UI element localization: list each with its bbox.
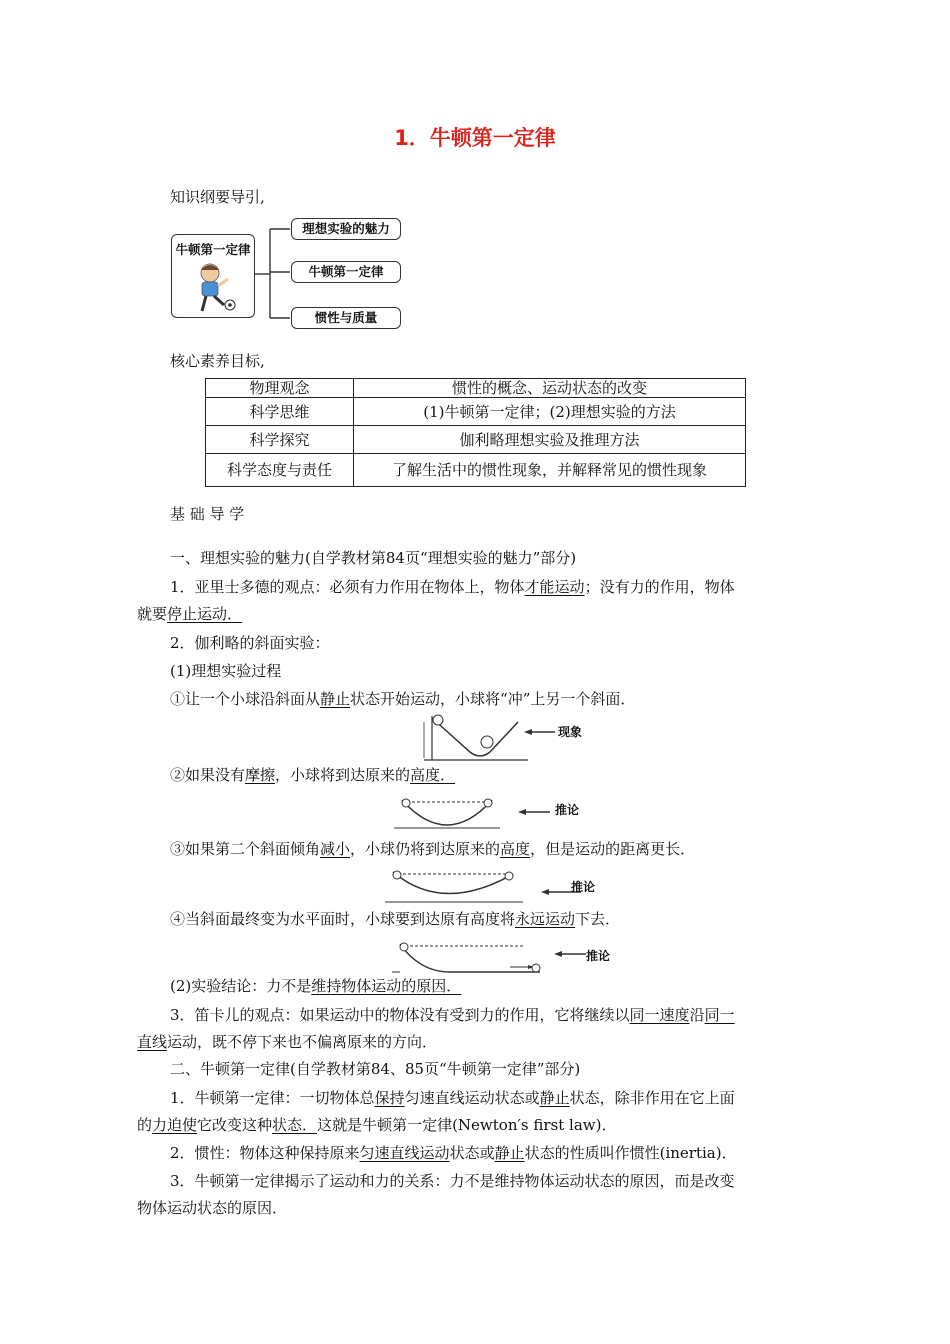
outline-heading: 知识纲要导引,	[170, 188, 265, 206]
s1-step-4: ④当斜面最终变为水平面时，小球要到达原有高度将永远运动下去．	[170, 910, 621, 928]
table-row	[206, 426, 746, 454]
figure-2-tag: 推论	[555, 803, 580, 817]
mindmap-root	[171, 234, 255, 318]
s1-paragraph-2: 2．伽利略的斜面实验：	[170, 634, 330, 652]
s1-process-heading: (1)理想实验过程	[170, 662, 282, 680]
table-row	[206, 379, 746, 398]
page-title: 1．牛顿第一定律	[394, 126, 556, 150]
mindmap-branch-1: 理想实验的魅力	[291, 218, 401, 240]
s2-paragraph-2: 2．惯性：物体这种保持原来匀速直线运动状态或静止状态的性质叫作惯性(inertia)．	[170, 1144, 737, 1162]
s1-step-3: ③如果第二个斜面倾角减小，小球仍将到达原来的高度，但是运动的距离更长．	[170, 840, 696, 858]
figure-slope-inference-1	[392, 794, 552, 832]
figure-slope-phenomenon	[420, 712, 570, 764]
s2-paragraph-3-cont: 物体运动状态的原因．	[137, 1199, 288, 1217]
table-cell-value: 了解生活中的惯性现象，并解释常见的惯性现象	[354, 454, 746, 487]
s1-step-1: ①让一个小球沿斜面从静止状态开始运动，小球将“冲”上另一个斜面．	[170, 690, 636, 708]
figure-slope-inference-2	[383, 866, 603, 908]
boy-kicking-ball-illustration	[188, 259, 238, 317]
s1-heading: 一、理想实验的魅力(自学教材第84页“理想实验的魅力”部分)	[170, 549, 577, 567]
core-competency-table	[205, 378, 746, 487]
table-cell-value: 惯性的概念、运动状态的改变	[354, 379, 746, 398]
table-cell-key: 科学态度与责任	[206, 454, 354, 487]
mindmap-branch-3: 惯性与质量	[291, 307, 401, 329]
s1-paragraph-3-cont: 直线运动，既不停下来也不偏离原来的方向．	[137, 1033, 438, 1051]
s2-heading: 二、牛顿第一定律(自学教材第84、85页“牛顿第一定律”部分)	[170, 1060, 581, 1078]
mindmap-branch-2: 牛顿第一定律	[291, 261, 401, 283]
figure-3-tag: 推论	[571, 880, 596, 894]
s2-paragraph-1: 1．牛顿第一定律：一切物体总保持匀速直线运动状态或静止状态，除非作用在它上面	[170, 1089, 735, 1107]
figure-1-tag: 现象	[558, 725, 583, 739]
table-row	[206, 454, 746, 487]
figure-4-tag: 推论	[586, 949, 611, 963]
mindmap-root-label: 牛顿第一定律	[175, 242, 251, 257]
table-cell-key: 科学探究	[206, 426, 354, 454]
core-heading: 核心素养目标,	[170, 352, 265, 370]
s1-paragraph-1: 1．亚里士多德的观点：必须有力作用在物体上，物体才能运动；没有力的作用，物体	[170, 578, 735, 596]
table-cell-key: 科学思维	[206, 398, 354, 426]
s1-paragraph-3: 3．笛卡儿的观点：如果运动中的物体没有受到力的作用，它将继续以同一速度沿同一	[170, 1006, 735, 1024]
s2-paragraph-1-cont: 的力迫使它改变这种状态．这就是牛顿第一定律(Newton′s first law)．	[137, 1116, 617, 1134]
table-cell-value: (1)牛顿第一定律；(2)理想实验的方法	[354, 398, 746, 426]
s1-conclusion: (2)实验结论：力不是维持物体运动的原因．	[170, 977, 462, 995]
table-cell-value: 伽利略理想实验及推理方法	[354, 426, 746, 454]
s1-paragraph-1-cont: 就要停止运动．	[137, 605, 243, 623]
table-row	[206, 398, 746, 426]
s2-paragraph-3: 3．牛顿第一定律揭示了运动和力的关系：力不是维持物体运动状态的原因，而是改变	[170, 1172, 735, 1190]
s1-step-2: ②如果没有摩擦，小球将到达原来的高度．	[170, 766, 456, 784]
section-basic-heading: 基 础 导 学	[170, 505, 245, 523]
figure-slope-inference-3	[390, 938, 590, 976]
table-cell-key: 物理观念	[206, 379, 354, 398]
